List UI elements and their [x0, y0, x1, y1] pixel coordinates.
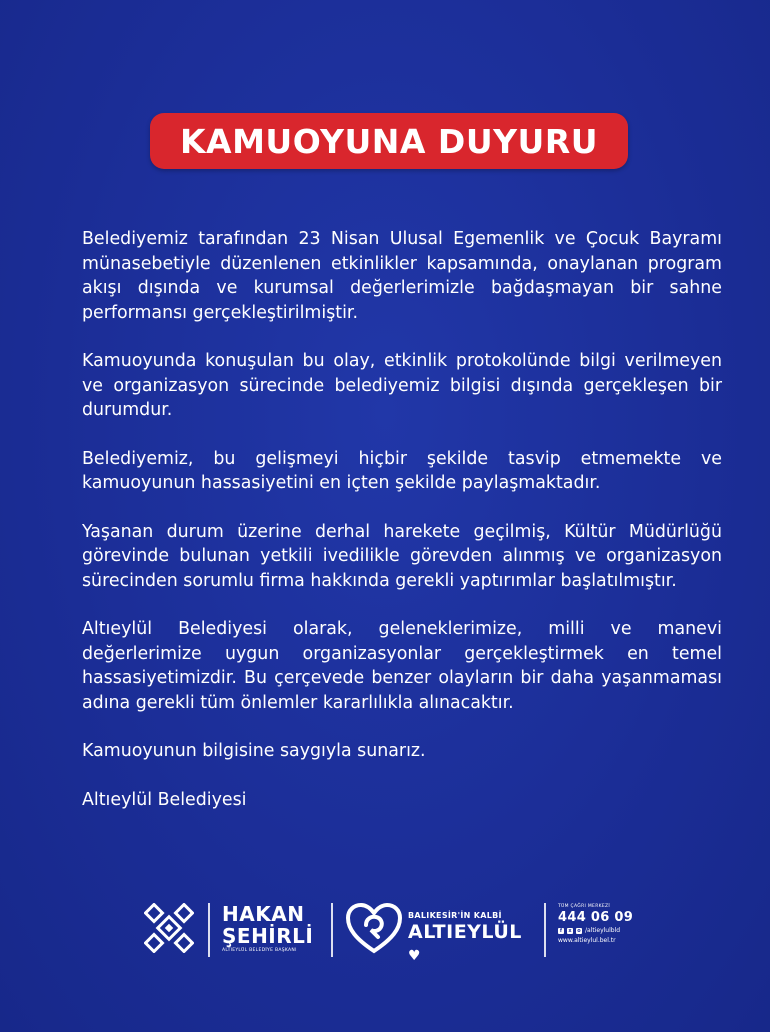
- contact-label: TÜM ÇAĞRI MERKEZİ: [558, 904, 611, 909]
- phone-number: 444 06 09: [558, 910, 634, 925]
- heart-logo-icon: [346, 903, 402, 955]
- closing-line: Kamuoyunun bilgisine saygıyla sunarız.: [82, 741, 426, 761]
- contact-info: [558, 904, 658, 945]
- divider: [544, 903, 546, 957]
- social-handle: /altieylulbld: [585, 927, 621, 934]
- brand-name: ALTIEYLÜL: [408, 921, 522, 943]
- mayor-last-name: ŞEHİRLİ: [222, 924, 314, 948]
- paragraph-5: Altıeylül Belediyesi olarak, geleneklerimize, milli ve manevi değerlerimize uygun organizasyonlar gerçekleştirmek en temel hassasiyetimizdir. Bu çerçevede benzer olayların bir daha yaşanmaması adına gerekli tüm önlemler kararlılıkla alınacaktır.: [82, 619, 722, 713]
- mayor-first-name: HAKAN: [222, 902, 305, 926]
- facebook-icon: f: [559, 928, 563, 934]
- paragraph-2: Kamuoyunda konuşulan bu olay, etkinlik protokolünde bilgi verilmeyen ve organizasyon sürecinde belediyemiz bilgisi dışında gerçekleşen bir durumdur.: [82, 351, 722, 420]
- paragraph-3: Belediyemiz, bu gelişmeyi hiçbir şekilde tasvip etmemekte ve kamuoyunun hassasiyetini en içten şekilde paylaşmaktadır.: [82, 448, 722, 493]
- knot-pattern-icon: [144, 903, 194, 953]
- brand-tagline: BALIKESİR'İN KALBİ: [408, 911, 502, 920]
- mayor-name-logo: [222, 903, 316, 954]
- paragraph-1: Belediyemiz tarafından 23 Nisan Ulusal Egemenlik ve Çocuk Bayramı münasebetiyle düzenlenen etkinlikler kapsamında, onaylanan program akışı dışında ve kurumsal değerlerimizle bağdaşmayan bir sahne performansı gerçekleştirilmiştir.: [82, 229, 722, 323]
- divider: [331, 903, 333, 957]
- page-title: KAMUOYUNA DUYURU: [179, 121, 599, 161]
- divider: [208, 903, 210, 957]
- social-links: [558, 926, 658, 936]
- website: www.altieylul.bel.tr: [558, 937, 616, 944]
- announcement-body: [82, 227, 722, 836]
- brand-logo: [408, 911, 528, 967]
- title-badge: [150, 113, 628, 169]
- x-icon: x: [568, 928, 572, 934]
- instagram-icon: o: [577, 928, 581, 934]
- mayor-subtitle: ALTIEYLÜL BELEDİYE BAŞKANI: [222, 948, 297, 953]
- paragraph-4: Yaşanan durum üzerine derhal harekete geçilmiş, Kültür Müdürlüğü görevinde bulunan yetkili ivedilikle görevden alınmış ve organizasyon sürecinden sorumlu firma hakkında gerekli yaptırımlar başlatılmıştır.: [82, 521, 722, 591]
- heart-icon: ♥: [408, 948, 422, 964]
- signature: Altıeylül Belediyesi: [82, 789, 247, 810]
- footer: [0, 895, 770, 965]
